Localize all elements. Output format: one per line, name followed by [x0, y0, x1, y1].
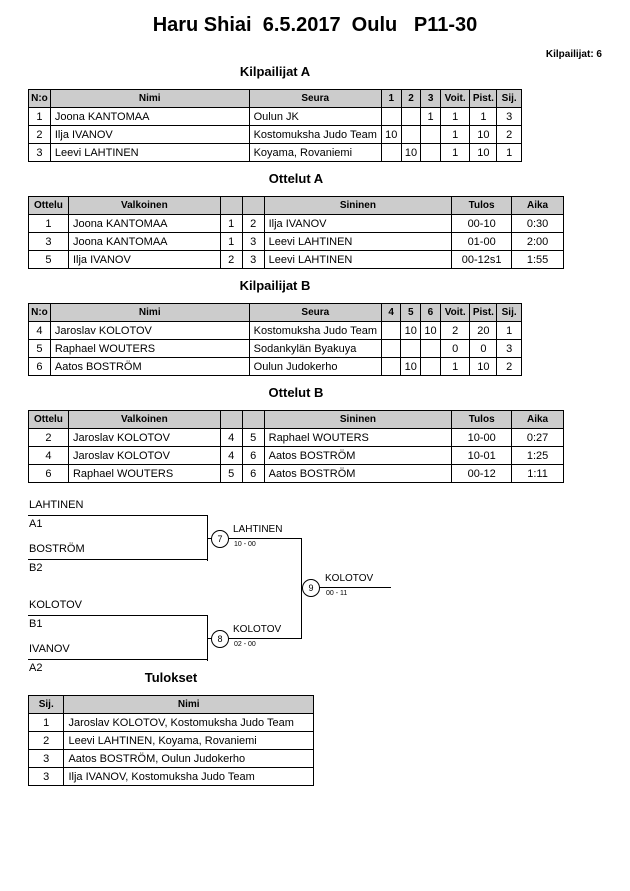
matches-a-section — [28, 171, 564, 269]
bracket-line — [229, 538, 301, 539]
cell-score-5 — [401, 340, 421, 358]
cell-points: 0 — [470, 340, 497, 358]
cell-white-no: 1 — [220, 233, 242, 251]
cell-wins: 1 — [440, 144, 470, 162]
cell-blue-name: Raphael WOUTERS — [264, 429, 452, 447]
cell-white-no: 4 — [220, 447, 242, 465]
cell-result: 00-10 — [452, 215, 512, 233]
cell-score-2 — [401, 108, 421, 126]
cell-time: 1:25 — [512, 447, 564, 465]
col-header-white: Valkoinen — [68, 197, 220, 215]
competitor-row — [29, 144, 522, 162]
cell-blue-no: 3 — [242, 233, 264, 251]
bracket-seed-code: A1 — [29, 518, 43, 530]
competitor-row — [29, 358, 522, 376]
match-row — [29, 251, 564, 269]
col-header-white: Valkoinen — [68, 411, 220, 429]
match-row — [29, 447, 564, 465]
cell-match-no: 5 — [29, 251, 69, 269]
cell-white-no: 5 — [220, 465, 242, 483]
cell-no: 3 — [29, 144, 51, 162]
col-header-4: 4 — [381, 304, 400, 322]
bracket-seed — [28, 543, 208, 574]
cell-blue-no: 6 — [242, 465, 264, 483]
cell-no: 2 — [29, 126, 51, 144]
cell-blue-name: Aatos BOSTRÖM — [264, 447, 452, 465]
cell-match-no: 6 — [29, 465, 69, 483]
cell-no: 6 — [29, 358, 51, 376]
cell-white-no: 2 — [220, 251, 242, 269]
cell-white-name: Joona KANTOMAA — [68, 233, 220, 251]
bracket-winner-label: KOLOTOV — [233, 624, 282, 635]
cell-score-4 — [381, 322, 400, 340]
competitors-total: Kilpailijat: 6 — [545, 49, 602, 60]
cell-white-name: Jaroslav KOLOTOV — [68, 447, 220, 465]
competitor-row — [29, 108, 522, 126]
col-header-time: Aika — [512, 197, 564, 215]
cell-time: 0:30 — [512, 215, 564, 233]
cell-result: 10-01 — [452, 447, 512, 465]
bracket-seed — [28, 599, 208, 630]
cell-result: 10-00 — [452, 429, 512, 447]
cell-name: Joona KANTOMAA — [50, 108, 249, 126]
col-header-5: 5 — [401, 304, 421, 322]
cell-place: 3 — [497, 340, 522, 358]
cell-match-no: 4 — [29, 447, 69, 465]
cell-match-no: 1 — [29, 215, 69, 233]
col-header-blue-no — [242, 197, 264, 215]
pool-a-table — [28, 89, 522, 162]
cell-name: Leevi LAHTINEN — [50, 144, 249, 162]
col-header-place: Sij. — [29, 696, 64, 714]
cell-score-1 — [381, 144, 401, 162]
cell-wins: 1 — [440, 358, 470, 376]
bracket-seed-name: BOSTRÖM — [28, 543, 208, 560]
cell-wins: 2 — [440, 322, 470, 340]
results-title: Tulokset — [144, 670, 198, 685]
cell-match-no: 2 — [29, 429, 69, 447]
cell-wins: 1 — [440, 126, 470, 144]
cell-score-3 — [421, 144, 440, 162]
col-header-no: N:o — [29, 90, 51, 108]
col-header-result: Tulos — [452, 197, 512, 215]
cell-club: Sodankylän Byakuya — [249, 340, 381, 358]
bracket-line — [229, 638, 301, 639]
cell-score-3 — [421, 126, 440, 144]
cell-place: 2 — [497, 358, 522, 376]
bracket-score: 02 - 00 — [234, 641, 256, 648]
result-row — [29, 732, 314, 750]
col-header-1: 1 — [381, 90, 401, 108]
pool-a-title: Kilpailijat A — [239, 64, 311, 79]
cell-score-1 — [381, 108, 401, 126]
result-row — [29, 714, 314, 732]
cell-name: Aatos BOSTRÖM — [50, 358, 249, 376]
cell-wins: 0 — [440, 340, 470, 358]
bracket-seed-name: IVANOV — [28, 643, 208, 660]
cell-time: 1:55 — [512, 251, 564, 269]
table-header-row — [29, 197, 564, 215]
cell-name: Jaroslav KOLOTOV, Kostomuksha Judo Team — [64, 714, 314, 732]
cell-result: 00-12 — [452, 465, 512, 483]
cell-blue-name: Leevi LAHTINEN — [264, 251, 452, 269]
cell-no: 1 — [29, 108, 51, 126]
cell-place: 1 — [497, 144, 522, 162]
cell-points: 10 — [470, 144, 497, 162]
col-header-no: N:o — [29, 304, 51, 322]
cell-place: 1 — [29, 714, 64, 732]
matches-b-title: Ottelut B — [268, 385, 324, 400]
cell-result: 01-00 — [452, 233, 512, 251]
cell-match-no: 3 — [29, 233, 69, 251]
cell-name: Leevi LAHTINEN, Koyama, Rovaniemi — [64, 732, 314, 750]
results-section — [28, 670, 314, 786]
cell-blue-no: 2 — [242, 215, 264, 233]
cell-name: Raphael WOUTERS — [50, 340, 249, 358]
competitor-row — [29, 126, 522, 144]
cell-blue-no: 3 — [242, 251, 264, 269]
col-header-place: Sij. — [497, 90, 522, 108]
cell-name: Ilja IVANOV, Kostomuksha Judo Team — [64, 768, 314, 786]
matches-a-title: Ottelut A — [268, 171, 324, 186]
col-header-name: Nimi — [50, 304, 249, 322]
cell-club: Kostomuksha Judo Team — [249, 322, 381, 340]
cell-place: 3 — [497, 108, 522, 126]
cell-place: 3 — [29, 750, 64, 768]
match-row — [29, 429, 564, 447]
col-header-blue: Sininen — [264, 411, 452, 429]
col-header-6: 6 — [421, 304, 441, 322]
cell-score-2: 10 — [401, 144, 421, 162]
cell-score-4 — [381, 358, 400, 376]
pool-b-title: Kilpailijat B — [239, 278, 311, 293]
cell-name: Aatos BOSTRÖM, Oulun Judokerho — [64, 750, 314, 768]
cell-time: 0:27 — [512, 429, 564, 447]
bracket-seed-code: A2 — [29, 662, 43, 674]
pool-b-table — [28, 303, 522, 376]
page-title: Haru Shiai 6.5.2017 Oulu P11-30 — [152, 14, 478, 36]
table-header-row — [29, 696, 314, 714]
cell-no: 4 — [29, 322, 51, 340]
cell-blue-name: Leevi LAHTINEN — [264, 233, 452, 251]
cell-score-1: 10 — [381, 126, 401, 144]
cell-place: 2 — [497, 126, 522, 144]
cell-club: Oulun JK — [249, 108, 381, 126]
matches-a-table — [28, 196, 564, 269]
cell-white-name: Ilja IVANOV — [68, 251, 220, 269]
cell-name: Ilja IVANOV — [50, 126, 249, 144]
cell-no: 5 — [29, 340, 51, 358]
cell-score-6 — [421, 358, 441, 376]
matches-b-section — [28, 385, 564, 483]
cell-place: 3 — [29, 768, 64, 786]
cell-club: Oulun Judokerho — [249, 358, 381, 376]
cell-score-2 — [401, 126, 421, 144]
bracket-seed-code: B2 — [29, 562, 43, 574]
bracket-seed-code: B1 — [29, 618, 43, 630]
match-row — [29, 233, 564, 251]
cell-points: 10 — [470, 358, 497, 376]
table-header-row — [29, 304, 522, 322]
cell-score-5: 10 — [401, 358, 421, 376]
cell-blue-name: Ilja IVANOV — [264, 215, 452, 233]
col-header-wins: Voit. — [440, 90, 470, 108]
bracket-seed — [28, 499, 208, 530]
bracket-winner-label: LAHTINEN — [233, 524, 283, 535]
col-header-white-no — [220, 197, 242, 215]
bracket-score: 10 - 00 — [234, 541, 256, 548]
cell-score-4 — [381, 340, 400, 358]
cell-time: 1:11 — [512, 465, 564, 483]
col-header-points: Pist. — [470, 304, 497, 322]
competitor-row — [29, 322, 522, 340]
cell-blue-name: Aatos BOSTRÖM — [264, 465, 452, 483]
results-table — [28, 695, 314, 786]
cell-blue-no: 6 — [242, 447, 264, 465]
bracket-match-node: 8 — [211, 630, 229, 648]
col-header-name: Nimi — [64, 696, 314, 714]
col-header-blue-no — [242, 411, 264, 429]
cell-place: 1 — [497, 322, 522, 340]
result-row — [29, 750, 314, 768]
col-header-white-no — [220, 411, 242, 429]
pool-a-section — [28, 64, 522, 162]
cell-white-name: Raphael WOUTERS — [68, 465, 220, 483]
bracket-seed-name: KOLOTOV — [28, 599, 208, 616]
bracket-match-node: 7 — [211, 530, 229, 548]
cell-score-6 — [421, 340, 441, 358]
cell-white-no: 1 — [220, 215, 242, 233]
cell-name: Jaroslav KOLOTOV — [50, 322, 249, 340]
col-header-name: Nimi — [50, 90, 249, 108]
cell-blue-no: 5 — [242, 429, 264, 447]
cell-time: 2:00 — [512, 233, 564, 251]
cell-white-name: Jaroslav KOLOTOV — [68, 429, 220, 447]
cell-score-6: 10 — [421, 322, 441, 340]
cell-wins: 1 — [440, 108, 470, 126]
cell-score-5: 10 — [401, 322, 421, 340]
col-header-match: Ottelu — [29, 197, 69, 215]
bracket-match-node: 9 — [302, 579, 320, 597]
cell-points: 20 — [470, 322, 497, 340]
bracket-score: 00 - 11 — [326, 590, 348, 597]
competitor-row — [29, 340, 522, 358]
matches-b-table — [28, 410, 564, 483]
match-row — [29, 215, 564, 233]
bracket-seed-name: LAHTINEN — [28, 499, 208, 516]
col-header-result: Tulos — [452, 411, 512, 429]
col-header-club: Seura — [249, 304, 381, 322]
col-header-time: Aika — [512, 411, 564, 429]
result-row — [29, 768, 314, 786]
cell-club: Koyama, Rovaniemi — [249, 144, 381, 162]
cell-points: 1 — [470, 108, 497, 126]
col-header-place: Sij. — [497, 304, 522, 322]
cell-result: 00-12s1 — [452, 251, 512, 269]
cell-place: 2 — [29, 732, 64, 750]
col-header-wins: Voit. — [440, 304, 470, 322]
col-header-club: Seura — [249, 90, 381, 108]
pool-b-section — [28, 278, 522, 376]
bracket-winner-label: KOLOTOV — [325, 573, 374, 584]
cell-white-no: 4 — [220, 429, 242, 447]
col-header-3: 3 — [421, 90, 440, 108]
cell-score-3: 1 — [421, 108, 440, 126]
cell-white-name: Joona KANTOMAA — [68, 215, 220, 233]
col-header-2: 2 — [401, 90, 421, 108]
match-row — [29, 465, 564, 483]
table-header-row — [29, 411, 564, 429]
cell-club: Kostomuksha Judo Team — [249, 126, 381, 144]
bracket-line — [319, 587, 391, 588]
col-header-blue: Sininen — [264, 197, 452, 215]
cell-points: 10 — [470, 126, 497, 144]
table-header-row — [29, 90, 522, 108]
col-header-match: Ottelu — [29, 411, 69, 429]
col-header-points: Pist. — [470, 90, 497, 108]
